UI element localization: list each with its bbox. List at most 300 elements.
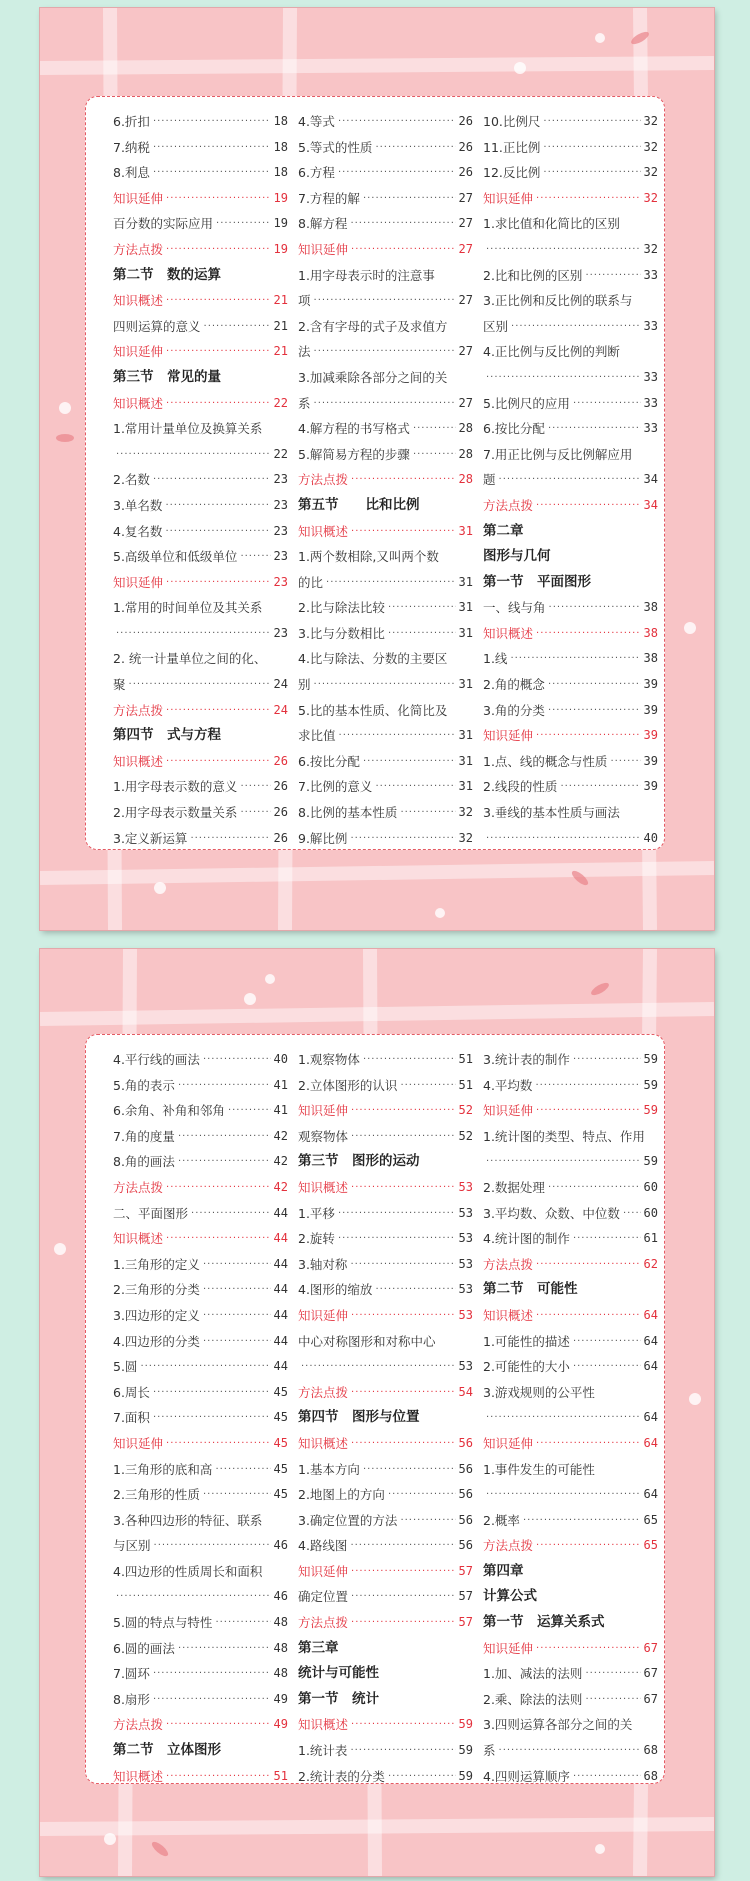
toc-entry-title: 知识延伸 [298, 1307, 349, 1323]
toc-entry[interactable] [113, 1405, 288, 1431]
toc-entry[interactable] [298, 672, 473, 698]
toc-page-number: 60 [643, 1205, 658, 1220]
toc-entry[interactable] [298, 544, 473, 570]
toc-entry[interactable] [298, 237, 473, 263]
toc-page-number: 31 [458, 574, 473, 589]
toc-entry[interactable] [113, 1073, 288, 1099]
toc-entry-title: 方法点拨 [298, 1384, 349, 1400]
dot-leader [166, 749, 271, 775]
toc-entry-title: 第四节 图形与位置 [298, 1409, 420, 1426]
toc-entry[interactable] [483, 1124, 658, 1150]
toc-entry[interactable] [298, 339, 473, 365]
toc-entry[interactable] [298, 1277, 473, 1303]
toc-entry[interactable] [298, 1431, 473, 1457]
dot-leader [166, 570, 271, 596]
dot-leader [215, 1457, 270, 1483]
toc-entry-title: 11.正比例 [483, 139, 541, 155]
dot-leader [573, 1764, 641, 1790]
toc-section-heading [483, 1277, 658, 1303]
toc-column [113, 109, 288, 851]
toc-entry[interactable] [113, 1533, 288, 1559]
toc-entry-title: 5.解简易方程的步骤 [298, 446, 410, 462]
toc-entry[interactable] [113, 1610, 288, 1636]
toc-entry[interactable] [113, 519, 288, 545]
toc-entry[interactable] [483, 774, 658, 800]
dot-leader [228, 1098, 271, 1124]
toc-entry[interactable] [113, 1584, 288, 1610]
toc-entry[interactable] [483, 1661, 658, 1687]
toc-entry[interactable] [298, 391, 473, 417]
toc-entry[interactable] [483, 1303, 658, 1329]
toc-entry[interactable] [298, 442, 473, 468]
toc-page-number: 68 [643, 1768, 658, 1783]
toc-entry[interactable] [298, 826, 473, 852]
toc-entry[interactable] [298, 1712, 473, 1738]
toc-entry[interactable] [113, 1457, 288, 1483]
toc-page-number: 23 [273, 549, 288, 564]
toc-entry[interactable] [298, 1354, 473, 1380]
toc-page-number: 27 [458, 293, 473, 308]
toc-entry-title: 3.平均数、众数、中位数 [483, 1205, 620, 1221]
toc-entry-title: 统计与可能性 [298, 1665, 379, 1682]
dot-leader [191, 1201, 271, 1227]
toc-entry[interactable] [483, 595, 658, 621]
dot-leader [548, 672, 641, 698]
toc-entry-title: 2.数据处理 [483, 1179, 545, 1195]
toc-entry-title: 4.路线图 [298, 1538, 348, 1554]
toc-entry-title: 第三节 常见的量 [113, 368, 221, 385]
toc-entry[interactable] [113, 1380, 288, 1406]
toc-entry[interactable] [483, 442, 658, 468]
toc-page-number: 23 [273, 472, 288, 487]
toc-entry[interactable] [298, 288, 473, 314]
toc-entry[interactable] [483, 314, 658, 340]
toc-entry[interactable] [483, 1764, 658, 1790]
toc-entry[interactable] [113, 570, 288, 596]
toc-entry[interactable] [483, 1098, 658, 1124]
toc-entry[interactable] [483, 1687, 658, 1713]
toc-entry[interactable] [113, 135, 288, 161]
toc-entry-title: 知识概述 [298, 523, 349, 539]
toc-entry-title: 4.正比例与反比例的判断 [483, 344, 620, 360]
dot-leader [543, 135, 640, 161]
toc-page-number: 26 [458, 165, 473, 180]
toc-page-number: 24 [273, 702, 288, 717]
toc-entry-title: 4.统计图的制作 [483, 1231, 570, 1247]
toc-entry[interactable] [483, 365, 658, 391]
dot-leader [535, 1073, 640, 1099]
toc-entry-title: 3.各种四边形的特征、联系 [113, 1512, 263, 1528]
toc-entry[interactable] [113, 1559, 288, 1585]
toc-entry[interactable] [483, 826, 658, 852]
toc-entry-title: 第二节 数的运算 [113, 266, 221, 283]
toc-entry[interactable] [483, 109, 658, 135]
dot-leader [486, 237, 641, 263]
toc-page-number: 18 [273, 165, 288, 180]
dot-leader [510, 646, 640, 672]
toc-page-number: 21 [273, 293, 288, 308]
toc-entry[interactable] [298, 570, 473, 596]
toc-entry[interactable] [483, 1201, 658, 1227]
toc-entry[interactable] [298, 1380, 473, 1406]
toc-entry[interactable] [298, 365, 473, 391]
toc-entry[interactable] [483, 135, 658, 161]
toc-entry-title: 1.常用的时间单位及其关系 [113, 600, 263, 616]
toc-entry[interactable] [483, 1329, 658, 1355]
toc-entry[interactable] [298, 1508, 473, 1534]
toc-entry[interactable] [483, 723, 658, 749]
toc-entry[interactable] [483, 1431, 658, 1457]
toc-entry[interactable] [113, 1226, 288, 1252]
dot-leader [351, 519, 456, 545]
toc-entry-title: 9.解比例 [298, 830, 348, 846]
dot-leader [486, 826, 641, 852]
dot-leader [623, 1201, 641, 1227]
toc-entry[interactable] [113, 1508, 288, 1534]
dot-leader [363, 749, 456, 775]
toc-entry[interactable] [483, 1457, 658, 1483]
toc-entry[interactable] [113, 339, 288, 365]
toc-entry-title: 3.游戏规则的公平性 [483, 1384, 595, 1400]
dot-leader [203, 1252, 271, 1278]
dot-leader [536, 1431, 641, 1457]
toc-entry-title: 知识概述 [298, 1179, 349, 1195]
toc-entry-title: 知识延伸 [483, 1640, 534, 1656]
toc-entry[interactable] [113, 109, 288, 135]
toc-page-number: 31 [458, 523, 473, 538]
toc-entry-title: 5.角的表示 [113, 1077, 175, 1093]
toc-entry[interactable] [113, 595, 288, 621]
toc-entry[interactable] [298, 1482, 473, 1508]
toc-entry-title: 知识延伸 [298, 1563, 349, 1579]
toc-entry[interactable] [483, 391, 658, 417]
toc-entry[interactable] [113, 160, 288, 186]
toc-entry[interactable] [483, 1636, 658, 1662]
toc-entry[interactable] [113, 186, 288, 212]
dot-leader [178, 1124, 271, 1150]
toc-entry[interactable] [483, 1380, 658, 1406]
toc-page-number: 21 [273, 318, 288, 333]
toc-entry-title: 区别 [483, 318, 509, 334]
toc-section-heading [483, 544, 658, 570]
toc-entry[interactable] [113, 1712, 288, 1738]
toc-entry-title: 4.四边形的分类 [113, 1333, 200, 1349]
toc-entry[interactable] [113, 1201, 288, 1227]
toc-entry[interactable] [113, 442, 288, 468]
toc-entry[interactable] [298, 1175, 473, 1201]
toc-entry-title: 知识延伸 [113, 344, 164, 360]
toc-page-number: 52 [458, 1103, 473, 1118]
toc-entry[interactable] [298, 1226, 473, 1252]
toc-page-number: 67 [643, 1666, 658, 1681]
toc-entry[interactable] [483, 263, 658, 289]
toc-entry[interactable] [113, 749, 288, 775]
toc-entry-title: 1.用字母表示数的意义 [113, 779, 238, 795]
toc-entry[interactable] [298, 1252, 473, 1278]
toc-entry[interactable] [113, 237, 288, 263]
toc-entry[interactable] [483, 339, 658, 365]
toc-entry[interactable] [298, 1738, 473, 1764]
toc-entry-title: 项 [298, 293, 311, 309]
toc-entry[interactable] [483, 1073, 658, 1099]
toc-page-number: 45 [273, 1384, 288, 1399]
toc-entry[interactable] [298, 135, 473, 161]
toc-entry-title: 2.名数 [113, 472, 150, 488]
toc-page-number: 32 [643, 139, 658, 154]
dot-leader [116, 442, 271, 468]
toc-entry[interactable] [298, 1201, 473, 1227]
toc-page-number: 59 [643, 1154, 658, 1169]
toc-entry-title: 4.平行线的画法 [113, 1052, 200, 1067]
toc-page-number: 48 [273, 1640, 288, 1655]
toc-entry[interactable] [298, 1533, 473, 1559]
toc-entry[interactable] [298, 186, 473, 212]
toc-page-number: 41 [273, 1103, 288, 1118]
toc-entry[interactable] [298, 1303, 473, 1329]
toc-entry[interactable] [113, 774, 288, 800]
toc-entry-title: 方法点拨 [298, 472, 349, 488]
toc-entry-title: 2.三角形的分类 [113, 1282, 200, 1298]
toc-entry[interactable] [113, 1687, 288, 1713]
toc-entry[interactable] [298, 160, 473, 186]
toc-entry[interactable] [113, 1661, 288, 1687]
toc-entry[interactable] [483, 1508, 658, 1534]
toc-entry-title: 的比 [298, 574, 324, 590]
toc-entry[interactable] [298, 263, 473, 289]
toc-entry[interactable] [298, 1610, 473, 1636]
toc-entry-title: 方法点拨 [298, 1615, 349, 1631]
toc-entry[interactable] [298, 646, 473, 672]
dot-leader [573, 391, 641, 417]
dot-leader [388, 621, 456, 647]
toc-entry-title: 知识延伸 [113, 574, 164, 590]
toc-entry[interactable] [298, 595, 473, 621]
toc-entry-title: 第二节 立体图形 [113, 1742, 221, 1759]
toc-entry-title: 6.余角、补角和邻角 [113, 1103, 225, 1119]
toc-entry[interactable] [113, 1636, 288, 1662]
dot-leader [338, 1226, 456, 1252]
toc-page-number: 53 [458, 1307, 473, 1322]
dot-leader [166, 186, 271, 212]
toc-entry[interactable] [113, 493, 288, 519]
toc-entry[interactable] [483, 1252, 658, 1278]
toc-entry[interactable] [298, 1329, 473, 1355]
toc-page-number: 26 [273, 779, 288, 794]
toc-entry-title: 题 [483, 472, 496, 488]
toc-section-heading [298, 1687, 473, 1713]
toc-section-heading [298, 1405, 473, 1431]
toc-page-number: 42 [273, 1128, 288, 1143]
toc-page-number: 44 [273, 1231, 288, 1246]
toc-entry[interactable] [113, 1482, 288, 1508]
toc-entry[interactable] [483, 672, 658, 698]
toc-entry[interactable] [113, 1047, 288, 1073]
toc-entry[interactable] [298, 1098, 473, 1124]
toc-entry[interactable] [483, 800, 658, 826]
toc-page-number: 48 [273, 1666, 288, 1681]
toc-entry[interactable] [113, 1252, 288, 1278]
toc-entry-title: 一、线与角 [483, 600, 546, 616]
toc-entry[interactable] [298, 1764, 473, 1790]
dot-leader [375, 774, 455, 800]
toc-entry-title: 3.确定位置的方法 [298, 1512, 398, 1528]
toc-entry-title: 知识概述 [298, 1435, 349, 1451]
toc-entry[interactable] [113, 1098, 288, 1124]
toc-page-number: 60 [643, 1179, 658, 1194]
dot-leader [351, 1380, 456, 1406]
toc-entry[interactable] [113, 826, 288, 852]
toc-entry[interactable] [298, 1457, 473, 1483]
dot-leader [165, 519, 270, 545]
toc-entry-title: 2.比和比例的区别 [483, 267, 583, 283]
toc-entry[interactable] [483, 467, 658, 493]
toc-entry[interactable] [298, 698, 473, 724]
dot-leader [153, 160, 271, 186]
toc-entry[interactable] [298, 109, 473, 135]
toc-entry[interactable] [113, 621, 288, 647]
dot-leader [153, 1380, 271, 1406]
toc-entry[interactable] [298, 211, 473, 237]
toc-entry[interactable] [483, 1712, 658, 1738]
toc-entry[interactable] [483, 749, 658, 775]
toc-entry[interactable] [298, 1073, 473, 1099]
toc-entry[interactable] [298, 314, 473, 340]
toc-entry[interactable] [483, 211, 658, 237]
toc-entry[interactable] [113, 1124, 288, 1150]
toc-entry[interactable] [113, 544, 288, 570]
toc-entry-title: 6.周长 [113, 1384, 150, 1400]
toc-entry-title: 8.解方程 [298, 216, 348, 232]
toc-entry[interactable] [483, 621, 658, 647]
toc-column [483, 109, 658, 851]
dot-leader [585, 1661, 640, 1687]
toc-entry[interactable] [298, 416, 473, 442]
toc-page-number: 64 [643, 1307, 658, 1322]
toc-entry-title: 知识概述 [113, 1231, 164, 1247]
toc-entry[interactable] [483, 416, 658, 442]
toc-entry[interactable] [483, 186, 658, 212]
toc-entry[interactable] [483, 1533, 658, 1559]
toc-entry[interactable] [113, 646, 288, 672]
toc-section-heading [483, 570, 658, 596]
toc-page-number: 67 [643, 1640, 658, 1655]
toc-entry[interactable] [298, 723, 473, 749]
toc-entry[interactable] [113, 391, 288, 417]
toc-entry[interactable] [298, 467, 473, 493]
toc-entry[interactable] [483, 1405, 658, 1431]
toc-entry[interactable] [298, 800, 473, 826]
toc-entry[interactable] [483, 1482, 658, 1508]
toc-entry[interactable] [483, 1738, 658, 1764]
toc-entry[interactable] [113, 1303, 288, 1329]
toc-section-heading [113, 263, 288, 289]
dot-leader [351, 237, 456, 263]
toc-entry-title: 5.等式的性质 [298, 139, 373, 155]
toc-entry[interactable] [483, 1175, 658, 1201]
toc-entry[interactable] [483, 493, 658, 519]
dot-leader [486, 1149, 641, 1175]
toc-entry[interactable] [113, 314, 288, 340]
toc-entry[interactable] [298, 1047, 473, 1073]
toc-entry[interactable] [483, 1226, 658, 1252]
toc-entry[interactable] [298, 774, 473, 800]
toc-entry[interactable] [483, 1149, 658, 1175]
toc-entry-title: 知识延伸 [113, 190, 164, 206]
toc-entry[interactable] [113, 416, 288, 442]
toc-entry[interactable] [298, 519, 473, 545]
toc-page-number: 44 [273, 1205, 288, 1220]
toc-entry[interactable] [113, 1431, 288, 1457]
toc-entry-title: 方法点拨 [113, 1179, 164, 1195]
toc-entry-title: 3.正比例和反比例的联系与 [483, 293, 633, 309]
toc-entry[interactable] [298, 1559, 473, 1585]
toc-entry-title: 3.加减乘除各部分之间的关 [298, 369, 448, 385]
toc-entry[interactable] [113, 211, 288, 237]
toc-entry[interactable] [298, 1124, 473, 1150]
dot-leader [153, 1405, 271, 1431]
toc-entry-title: 6.按比分配 [483, 421, 545, 437]
toc-page-number: 19 [273, 216, 288, 231]
toc-entry-title: 3.比与分数相比 [298, 625, 385, 641]
toc-entry[interactable] [483, 698, 658, 724]
dot-leader [178, 1073, 271, 1099]
toc-page-number: 27 [458, 216, 473, 231]
toc-entry[interactable] [298, 749, 473, 775]
toc-entry[interactable] [298, 1584, 473, 1610]
toc-entry-title: 确定位置 [298, 1589, 349, 1605]
dot-leader [363, 1457, 456, 1483]
toc-entry[interactable] [113, 1764, 288, 1790]
toc-entry[interactable] [483, 1354, 658, 1380]
dot-leader [400, 1508, 455, 1534]
toc-entry[interactable] [483, 1047, 658, 1073]
toc-entry-title: 1.基本方向 [298, 1461, 360, 1477]
toc-entry[interactable] [113, 800, 288, 826]
toc-page-number: 22 [273, 446, 288, 461]
toc-page-number: 51 [458, 1052, 473, 1066]
toc-entry[interactable] [483, 288, 658, 314]
toc-page-number: 44 [273, 1307, 288, 1322]
toc-page-number: 64 [643, 1359, 658, 1374]
toc-entry[interactable] [113, 1329, 288, 1355]
toc-entry[interactable] [483, 160, 658, 186]
toc-entry[interactable] [483, 646, 658, 672]
toc-entry[interactable] [113, 1175, 288, 1201]
toc-page-number: 28 [458, 421, 473, 436]
toc-entry[interactable] [113, 672, 288, 698]
dot-leader [511, 314, 641, 340]
toc-entry-title: 4.等式 [298, 114, 335, 129]
toc-entry-title: 第五节 比和比例 [298, 496, 420, 513]
toc-entry[interactable] [113, 288, 288, 314]
toc-page-number: 61 [643, 1231, 658, 1246]
dot-leader [486, 1482, 641, 1508]
toc-entry[interactable] [298, 621, 473, 647]
toc-entry-title: 4.平均数 [483, 1077, 533, 1093]
toc-entry[interactable] [113, 467, 288, 493]
toc-page-number: 32 [643, 165, 658, 180]
toc-section-heading [298, 1636, 473, 1662]
toc-entry[interactable] [113, 1354, 288, 1380]
toc-entry[interactable] [113, 1149, 288, 1175]
toc-entry[interactable] [113, 1277, 288, 1303]
toc-entry[interactable] [113, 698, 288, 724]
toc-entry-title: 6.折扣 [113, 114, 150, 129]
dot-leader [166, 698, 271, 724]
toc-column [298, 109, 473, 851]
toc-entry-title: 2.含有字母的式子及求值方 [298, 318, 448, 334]
toc-entry[interactable] [483, 237, 658, 263]
